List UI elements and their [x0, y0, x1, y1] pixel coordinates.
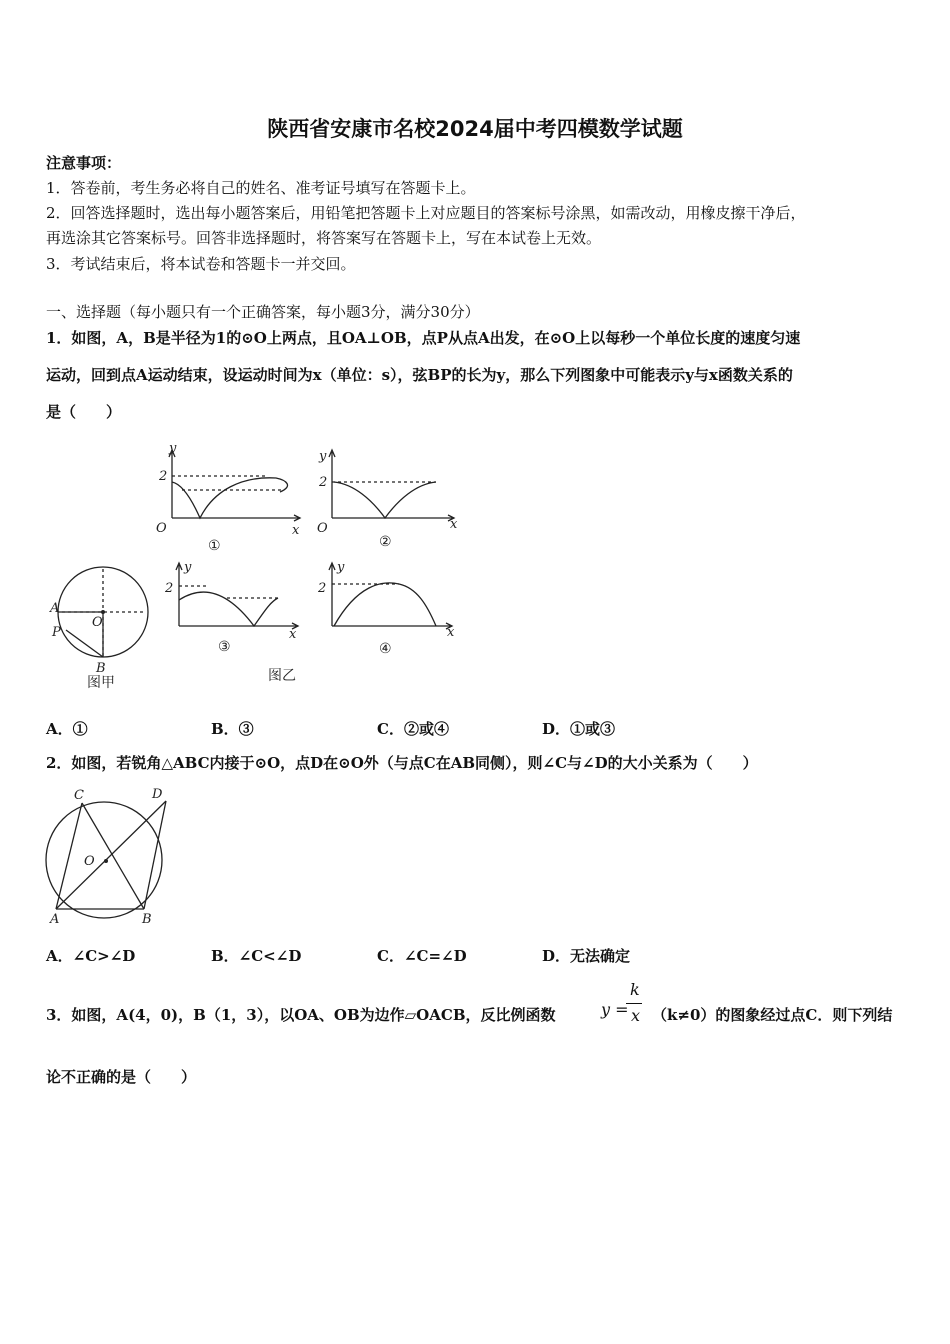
- circle-label-b: B: [142, 912, 152, 927]
- circle-label-a: A: [50, 601, 60, 616]
- page-title: 陕西省安康市名校2024届中考四模数学试题: [267, 117, 683, 141]
- graph-3-two: 2: [165, 581, 174, 596]
- circle-label-a: A: [50, 912, 60, 927]
- graph-4-y: y: [337, 560, 345, 575]
- question-1-line: 运动，回到点A运动结束，设运动时间为x（单位：s），弦BP的长为y，那么下列图象中可能表示y与x函数关系的: [46, 366, 793, 384]
- circle-label-p: P: [52, 625, 61, 640]
- notice-item: 2．回答选择题时，选出每小题答案后，用铅笔把答题卡上对应题目的答案标号涂黑，如需改动，用橡皮擦干净后，: [46, 204, 806, 222]
- figure-a-caption: 图甲: [87, 675, 115, 691]
- circle-label-d: D: [152, 787, 163, 802]
- graph-3-y: y: [184, 560, 192, 575]
- notice-item: 3．考试结束后，将本试卷和答题卡一并交回。: [46, 255, 356, 273]
- graph-4-two: 2: [318, 581, 327, 596]
- question-1-option-a: A．①: [46, 720, 88, 738]
- graph-3-x: x: [289, 627, 297, 642]
- formula-numerator: k: [630, 980, 640, 999]
- question-2-option-a: A．∠C>∠D: [46, 947, 136, 965]
- section-heading: 一、选择题（每小题只有一个正确答案，每小题3分，满分30分）: [46, 303, 480, 321]
- question-3-text-after: （k≠0）的图象经过点C．则下列结: [652, 1006, 893, 1024]
- question-1-figure: [42, 440, 462, 695]
- fraction-bar: [626, 1003, 642, 1004]
- graph-1-y: y: [169, 441, 177, 456]
- graph-1-caption: ①: [208, 538, 221, 554]
- circle-label-b: B: [96, 661, 106, 676]
- formula-y: y =: [601, 1000, 629, 1019]
- figure-b-caption: 图乙: [268, 668, 296, 684]
- question-1-option-b: B．③: [211, 720, 254, 738]
- question-1-option-c: C．②或④: [377, 720, 449, 738]
- graph-2-y: y: [319, 449, 327, 464]
- graph-4-x: x: [447, 625, 455, 640]
- question-2-option-c: C．∠C=∠D: [377, 947, 467, 965]
- circle-label-c: C: [74, 788, 84, 803]
- question-3-line-2: 论不正确的是（ ）: [46, 1068, 197, 1086]
- question-2-text: 2．如图，若锐角△ABC内接于⊙O，点D在⊙O外（与点C在AB同侧），则∠C与∠D的大小关系为（ ）: [46, 754, 758, 772]
- graph-3-caption: ③: [218, 639, 231, 655]
- notice-item: 1．答卷前，考生务必将自己的姓名、准考证号填写在答题卡上。: [46, 179, 476, 197]
- question-1-line: 是（ ）: [46, 403, 122, 421]
- graph-1-origin: O: [156, 521, 167, 536]
- graph-2-origin: O: [317, 521, 328, 536]
- question-1-line: 1．如图，A，B是半径为1的⊙O上两点，且OA⊥OB，点P从点A出发，在⊙O上以每秒一个单位长度的速度匀速: [46, 329, 801, 347]
- notice-heading: 注意事项：: [46, 154, 122, 172]
- graph-1-two: 2: [159, 469, 168, 484]
- question-2-figure: [42, 785, 182, 927]
- circle-label-o: O: [92, 615, 103, 630]
- circle-label-o: O: [84, 854, 95, 869]
- graph-2-two: 2: [319, 475, 328, 490]
- graph-1-x: x: [292, 523, 300, 538]
- question-1-option-d: D．①或③: [542, 720, 616, 738]
- graph-4-caption: ④: [379, 641, 392, 657]
- notice-item: 再选涂其它答案标号。回答非选择题时，将答案写在答题卡上，写在本试卷上无效。: [46, 229, 602, 247]
- graph-2-caption: ②: [379, 534, 392, 550]
- question-2-option-d: D．无法确定: [542, 947, 631, 965]
- question-2-option-b: B．∠C<∠D: [211, 947, 302, 965]
- formula-denominator: x: [631, 1006, 641, 1025]
- question-3-text: 3．如图，A(4，0)，B（1，3），以OA、OB为边作▱OACB，反比例函数: [46, 1006, 556, 1024]
- graph-2-x: x: [450, 517, 458, 532]
